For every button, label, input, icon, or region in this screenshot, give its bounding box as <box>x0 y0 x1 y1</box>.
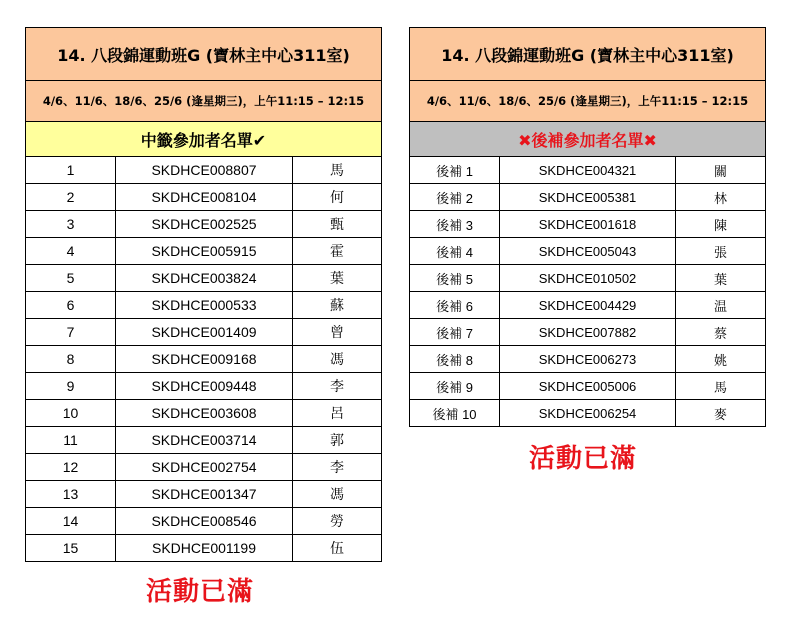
member-code: SKDHCE005915 <box>116 238 293 265</box>
member-surname: 蔡 <box>676 319 766 346</box>
selected-list-table <box>25 27 382 562</box>
row-number: 後補 1 <box>410 157 500 184</box>
table-row <box>410 238 766 265</box>
table-row <box>26 454 382 481</box>
row-number: 後補 8 <box>410 346 500 373</box>
member-surname: 麥 <box>676 400 766 427</box>
member-code: SKDHCE009448 <box>116 373 293 400</box>
member-surname: 張 <box>676 238 766 265</box>
table-row <box>26 508 382 535</box>
row-number: 後補 2 <box>410 184 500 211</box>
member-surname: 關 <box>676 157 766 184</box>
row-number: 後補 10 <box>410 400 500 427</box>
row-number: 2 <box>26 184 116 211</box>
member-surname: 勞 <box>293 508 382 535</box>
row-number: 11 <box>26 427 116 454</box>
row-number: 15 <box>26 535 116 562</box>
member-surname: 李 <box>293 373 382 400</box>
member-code: SKDHCE003824 <box>116 265 293 292</box>
member-code: SKDHCE001347 <box>116 481 293 508</box>
member-code: SKDHCE002754 <box>116 454 293 481</box>
member-surname: 葉 <box>676 265 766 292</box>
table-row <box>26 211 382 238</box>
table-row <box>410 346 766 373</box>
table-row <box>410 184 766 211</box>
row-number: 後補 3 <box>410 211 500 238</box>
table-row <box>26 373 382 400</box>
table-row <box>26 481 382 508</box>
table-row <box>26 427 382 454</box>
member-surname: 甄 <box>293 211 382 238</box>
table-row <box>26 319 382 346</box>
member-surname: 霍 <box>293 238 382 265</box>
member-code: SKDHCE004321 <box>500 157 676 184</box>
waitlist-panel <box>409 27 765 427</box>
table-row <box>26 265 382 292</box>
member-surname: 葉 <box>293 265 382 292</box>
class-title: 14. 八段錦運動班G (寶林主中心311室) <box>26 28 382 81</box>
member-code: SKDHCE003714 <box>116 427 293 454</box>
member-surname: 林 <box>676 184 766 211</box>
member-code: SKDHCE000533 <box>116 292 293 319</box>
selected-list-header: 中籤參加者名單✔ <box>26 122 382 157</box>
table-row <box>410 319 766 346</box>
waitlist-header: ✖後補參加者名單✖ <box>410 122 766 157</box>
table-row <box>26 238 382 265</box>
table-row <box>410 265 766 292</box>
row-number: 13 <box>26 481 116 508</box>
row-number: 5 <box>26 265 116 292</box>
member-code: SKDHCE001618 <box>500 211 676 238</box>
selected-list-panel <box>25 27 381 562</box>
member-code: SKDHCE005381 <box>500 184 676 211</box>
table-row <box>410 400 766 427</box>
table-row <box>26 292 382 319</box>
member-surname: 馮 <box>293 346 382 373</box>
member-code: SKDHCE002525 <box>116 211 293 238</box>
member-code: SKDHCE009168 <box>116 346 293 373</box>
member-surname: 郭 <box>293 427 382 454</box>
row-number: 7 <box>26 319 116 346</box>
member-surname: 姚 <box>676 346 766 373</box>
member-surname: 何 <box>293 184 382 211</box>
member-code: SKDHCE010502 <box>500 265 676 292</box>
table-row <box>410 211 766 238</box>
row-number: 6 <box>26 292 116 319</box>
member-code: SKDHCE001199 <box>116 535 293 562</box>
member-surname: 呂 <box>293 400 382 427</box>
row-number: 後補 6 <box>410 292 500 319</box>
row-number: 4 <box>26 238 116 265</box>
row-number: 12 <box>26 454 116 481</box>
row-number: 後補 9 <box>410 373 500 400</box>
member-code: SKDHCE008807 <box>116 157 293 184</box>
member-code: SKDHCE006254 <box>500 400 676 427</box>
class-schedule: 4/6、11/6、18/6、25/6 (逢星期三)，上午11:15 – 12:15 <box>410 81 766 122</box>
table-row <box>26 184 382 211</box>
member-surname: 温 <box>676 292 766 319</box>
table-row <box>410 292 766 319</box>
row-number: 後補 7 <box>410 319 500 346</box>
member-code: SKDHCE007882 <box>500 319 676 346</box>
member-surname: 馬 <box>293 157 382 184</box>
member-code: SKDHCE006273 <box>500 346 676 373</box>
member-code: SKDHCE001409 <box>116 319 293 346</box>
row-number: 14 <box>26 508 116 535</box>
member-surname: 曾 <box>293 319 382 346</box>
row-number: 後補 5 <box>410 265 500 292</box>
table-row <box>26 157 382 184</box>
member-code: SKDHCE008104 <box>116 184 293 211</box>
table-row <box>26 346 382 373</box>
table-row <box>410 157 766 184</box>
class-title: 14. 八段錦運動班G (寶林主中心311室) <box>410 28 766 81</box>
activity-full-note: 活動已滿 <box>146 577 255 607</box>
row-number: 3 <box>26 211 116 238</box>
member-code: SKDHCE004429 <box>500 292 676 319</box>
row-number: 8 <box>26 346 116 373</box>
activity-full-note: 活動已滿 <box>529 444 638 474</box>
member-surname: 馮 <box>293 481 382 508</box>
member-code: SKDHCE008546 <box>116 508 293 535</box>
member-surname: 馬 <box>676 373 766 400</box>
row-number: 9 <box>26 373 116 400</box>
member-code: SKDHCE005043 <box>500 238 676 265</box>
member-surname: 李 <box>293 454 382 481</box>
table-row <box>26 400 382 427</box>
member-code: SKDHCE005006 <box>500 373 676 400</box>
table-row <box>26 535 382 562</box>
waitlist-table <box>409 27 766 427</box>
row-number: 10 <box>26 400 116 427</box>
class-schedule: 4/6、11/6、18/6、25/6 (逢星期三)，上午11:15 – 12:15 <box>26 81 382 122</box>
member-surname: 蘇 <box>293 292 382 319</box>
member-surname: 陳 <box>676 211 766 238</box>
row-number: 1 <box>26 157 116 184</box>
member-code: SKDHCE003608 <box>116 400 293 427</box>
member-surname: 伍 <box>293 535 382 562</box>
row-number: 後補 4 <box>410 238 500 265</box>
table-row <box>410 373 766 400</box>
